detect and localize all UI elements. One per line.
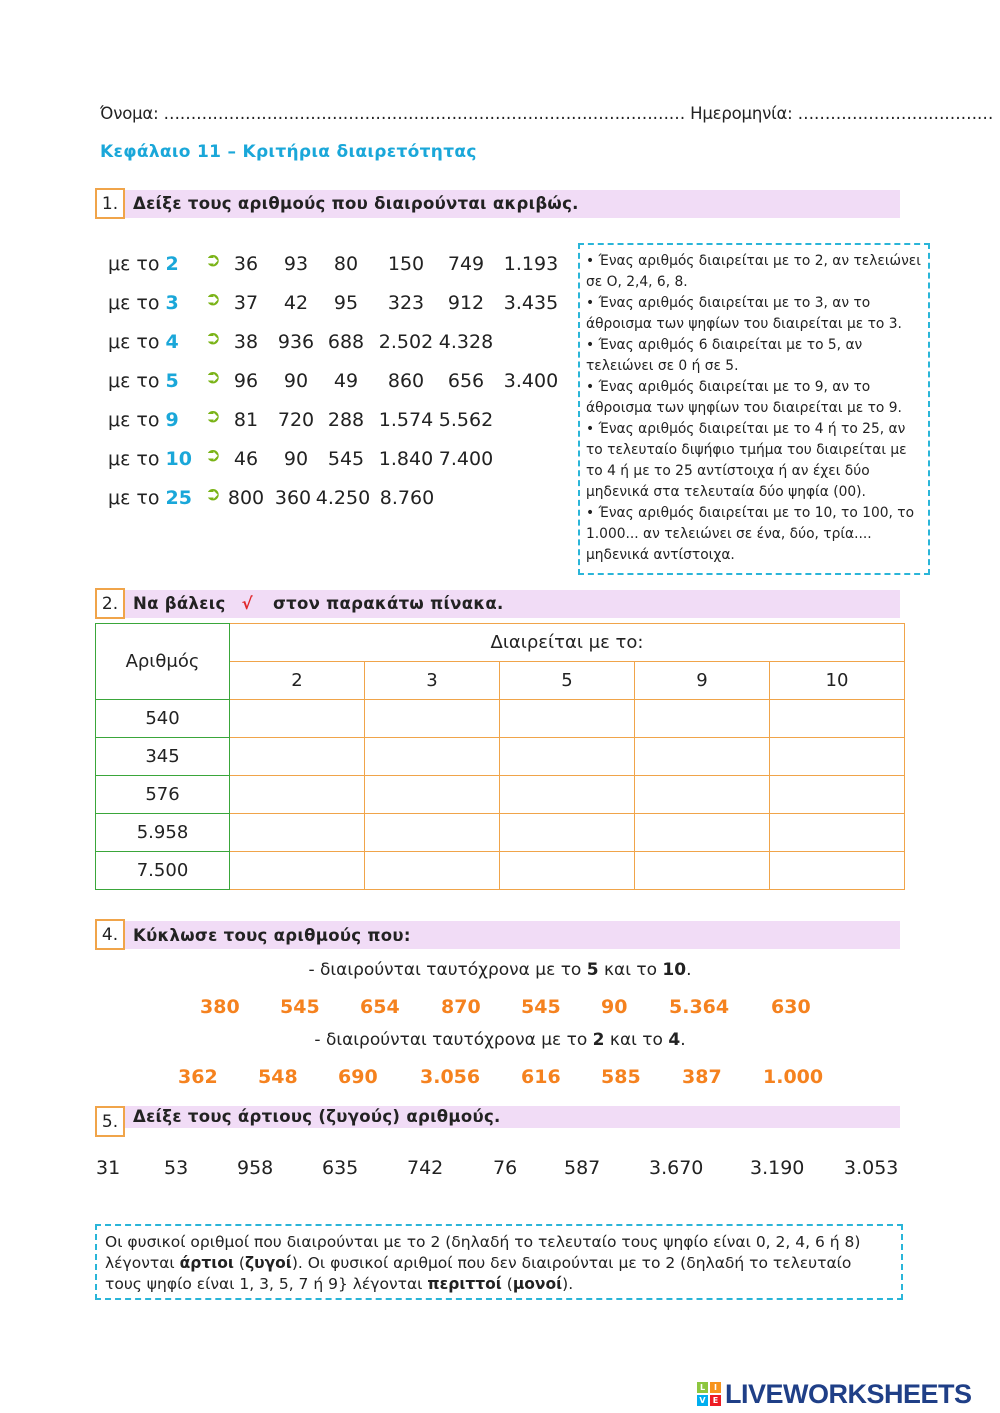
logo-letter-i: I <box>710 1382 721 1393</box>
q4-line2-b: 4 <box>668 1030 681 1050</box>
q4-number-option[interactable]: 630 <box>771 996 811 1018</box>
q5-number: 5. <box>95 1106 125 1137</box>
q1-row-5 <box>108 366 578 400</box>
q4-line2-pre: - διαιρούνται ταυτόχρονα με το <box>314 1030 593 1050</box>
name-label: Όνομα: <box>100 104 159 123</box>
q1-number-option[interactable]: 1.574 <box>378 409 434 431</box>
q5-number-option[interactable]: 587 <box>564 1157 601 1179</box>
q1-row-10 <box>108 444 578 478</box>
q1-number-option[interactable]: 1.193 <box>503 253 559 275</box>
arrow-icon: ➲ <box>205 444 221 466</box>
q5-number-option[interactable]: 31 <box>96 1157 121 1179</box>
q4-condition-1 <box>0 960 1000 980</box>
q2-title <box>133 594 504 613</box>
q1-number-option[interactable]: 150 <box>387 253 425 275</box>
q4-line1-mid: και το <box>598 960 663 980</box>
date-label: Ημερομηνία: <box>690 104 793 123</box>
chapter-title: Κεφάλαιο 11 – Κριτήρια διαιρετότητας <box>100 142 477 162</box>
check-cell[interactable] <box>365 852 500 890</box>
rule-3: • Ένας αριθμός διαιρείται με το 3, αν το άθροισμα των ψηφίων του διαιρείται με το 3. <box>586 295 902 332</box>
note-text-1: Οι φυσικοί οριθμοί που διαιρούνται με το 2 (δηλαδή το τελευταίο τους ψηφίο είναι 0, 2, 4, 6 ή 8) λέγονται <box>105 1233 861 1272</box>
q5-number-option[interactable]: 635 <box>322 1157 359 1179</box>
q1-prefix: με το <box>108 292 160 314</box>
logo-letter-e: E <box>710 1395 721 1406</box>
q4-number-option[interactable]: 548 <box>258 1066 298 1088</box>
q4-number-option[interactable]: 387 <box>682 1066 722 1088</box>
rule-10: • Ένας αριθμός διαιρείται με το 10, το 100, το 1.000... αν τελειώνει σε ένα, δύο, τρία.... μηδενικά αντίστοιχα. <box>586 505 915 563</box>
q4-number: 4. <box>95 919 125 950</box>
q4-number-option[interactable]: 380 <box>200 996 240 1018</box>
table-divisor-header: 5 <box>500 662 635 700</box>
q1-number-option[interactable]: 90 <box>283 448 309 470</box>
q1-title: Δείξε τους αριθμούς που διαιρούνται ακριβώς. <box>133 194 579 213</box>
check-cell[interactable] <box>635 814 770 852</box>
q1-row-label <box>108 370 179 392</box>
note-text-3: ). Οι φυσικοί αριθμοί που δεν διαιρούνται με το 2 (δηλαδή το τελευταίο τους ψηφίο είναι 1, 3, 5, 7 ή 9} λέγονται <box>105 1254 852 1293</box>
q1-prefix: με το <box>108 253 160 275</box>
q1-number-option[interactable]: 93 <box>283 253 309 275</box>
table-row-number: 540 <box>96 700 230 738</box>
q1-row-label <box>108 487 192 509</box>
logo-text: LIVEWORKSHEETS <box>725 1378 972 1409</box>
q1-number-option[interactable]: 2.502 <box>378 331 434 353</box>
rule-2: • Ένας αριθμός διαιρείται με το 2, αν τελειώνει σε Ο, 2,4, 6, 8. <box>586 253 921 290</box>
q1-number-option[interactable]: 3.435 <box>503 292 559 314</box>
q1-number-option[interactable]: 80 <box>333 253 359 275</box>
q1-number-option[interactable]: 37 <box>233 292 259 314</box>
q4-line1-a: 5 <box>586 960 599 980</box>
q1-number-option[interactable]: 749 <box>447 253 485 275</box>
q1-number-option[interactable]: 36 <box>233 253 259 275</box>
table-row-number: 7.500 <box>96 852 230 890</box>
q1-number-option[interactable]: 81 <box>233 409 259 431</box>
q1-divisor: 2 <box>165 253 179 275</box>
q1-divisor: 4 <box>165 331 179 353</box>
divisibility-rules-box <box>578 243 930 575</box>
note-text-4: ( <box>501 1275 513 1293</box>
q4-condition-2 <box>0 1030 1000 1050</box>
check-cell[interactable] <box>770 852 905 890</box>
table-row-number: 576 <box>96 776 230 814</box>
divisibility-table <box>95 623 905 890</box>
table-header-number: Αριθμός <box>96 624 230 700</box>
rule-5: • Ένας αριθμός 6 διαιρείται με το 5, αν τελειώνει σε 0 ή σε 5. <box>586 337 863 374</box>
q1-number-option[interactable]: 360 <box>274 487 312 509</box>
check-cell[interactable] <box>230 776 365 814</box>
table-row <box>96 738 905 776</box>
q1-prefix: με το <box>108 487 160 509</box>
check-cell[interactable] <box>770 738 905 776</box>
q4-number-option[interactable]: 545 <box>521 996 561 1018</box>
check-cell[interactable] <box>365 814 500 852</box>
check-cell[interactable] <box>500 738 635 776</box>
q1-row-4 <box>108 327 578 361</box>
logo-squares-icon <box>697 1382 721 1406</box>
table-divisor-header: 2 <box>230 662 365 700</box>
table-divisor-header: 9 <box>635 662 770 700</box>
q1-divisor: 25 <box>165 487 192 509</box>
q1-number-option[interactable]: 3.400 <box>503 370 559 392</box>
name-field[interactable]: …………………………………………………………………………………… <box>163 104 686 123</box>
q1-row-label <box>108 292 179 314</box>
q5-title: Δείξε τους άρτιους (ζυγούς) αριθμούς. <box>133 1107 501 1126</box>
check-cell[interactable] <box>635 738 770 776</box>
q4-number-option[interactable]: 870 <box>441 996 481 1018</box>
q5-number-option[interactable]: 958 <box>237 1157 274 1179</box>
check-cell[interactable] <box>500 814 635 852</box>
q1-number-option[interactable]: 323 <box>387 292 425 314</box>
q5-number-option[interactable]: 76 <box>493 1157 518 1179</box>
q4-number-option[interactable]: 616 <box>521 1066 561 1088</box>
q1-number-option[interactable]: 936 <box>277 331 315 353</box>
q5-number-option[interactable]: 3.670 <box>649 1157 704 1179</box>
q1-divisor: 9 <box>165 409 179 431</box>
check-cell[interactable] <box>500 776 635 814</box>
q1-number-option[interactable]: 1.840 <box>378 448 434 470</box>
check-cell[interactable] <box>365 776 500 814</box>
date-field[interactable]: ……………………………… <box>797 104 994 123</box>
q1-divisor: 10 <box>165 448 192 470</box>
q1-row-label <box>108 253 179 275</box>
q4-number-option[interactable]: 1.000 <box>763 1066 824 1088</box>
q4-number-option[interactable]: 362 <box>178 1066 218 1088</box>
q1-number-option[interactable]: 96 <box>233 370 259 392</box>
rule-4-25: • Ένας αριθμός διαιρείται με το 4 ή το 25, αν το τελευταίο διψήφιο τμήμα του διαιρείται με το 4 ή με το 25 αντίστοιχα ή αν έχει δύο μηδενικά στα τελευταία δύο ψηφία (00). <box>586 421 907 500</box>
q2-number: 2. <box>95 588 125 619</box>
q4-number-option[interactable]: 585 <box>601 1066 641 1088</box>
check-cell[interactable] <box>365 738 500 776</box>
table-header-divisible: Διαιρείται με το: <box>230 624 905 662</box>
q1-number-option[interactable]: 38 <box>233 331 259 353</box>
note-odd-alt: μονοί <box>512 1275 563 1293</box>
rule-9: • Ένας αριθμός διαιρείται με το 9, αν το άθροισμα των ψηφίων του διαιρείται με το 9. <box>586 379 902 416</box>
q1-row-25 <box>108 483 578 517</box>
q1-number-option[interactable]: 545 <box>327 448 365 470</box>
name-date-line <box>100 104 993 123</box>
q1-number-option[interactable]: 4.328 <box>438 331 494 353</box>
q4-line2-post: . <box>680 1030 686 1050</box>
check-cell[interactable] <box>230 852 365 890</box>
check-cell[interactable] <box>500 852 635 890</box>
q1-row-label <box>108 448 192 470</box>
check-cell[interactable] <box>230 814 365 852</box>
q1-prefix: με το <box>108 409 160 431</box>
q1-number-option[interactable]: 860 <box>387 370 425 392</box>
q4-line1-post: . <box>686 960 692 980</box>
logo-letter-l: L <box>697 1382 708 1393</box>
even-odd-note <box>95 1224 903 1300</box>
q4-number-option[interactable]: 90 <box>601 996 628 1018</box>
q1-number-option[interactable]: 8.760 <box>379 487 435 509</box>
q1-number-option[interactable]: 7.400 <box>438 448 494 470</box>
note-odd: περιττοί <box>427 1275 502 1293</box>
q1-number-option[interactable]: 95 <box>333 292 359 314</box>
check-cell[interactable] <box>365 700 500 738</box>
table-row-number: 5.958 <box>96 814 230 852</box>
note-text-2: ( <box>233 1254 245 1272</box>
check-cell[interactable] <box>230 738 365 776</box>
q1-number-option[interactable]: 912 <box>447 292 485 314</box>
q1-number-option[interactable]: 288 <box>327 409 365 431</box>
q1-divisor: 3 <box>165 292 179 314</box>
logo-letter-v: V <box>697 1395 708 1406</box>
arrow-icon: ➲ <box>205 366 221 388</box>
q1-row-9 <box>108 405 578 439</box>
q4-number-option[interactable]: 545 <box>280 996 320 1018</box>
q4-number-option[interactable]: 690 <box>338 1066 378 1088</box>
table-divisor-header: 10 <box>770 662 905 700</box>
arrow-icon: ➲ <box>205 405 221 427</box>
q1-row-label <box>108 331 179 353</box>
q1-prefix: με το <box>108 370 160 392</box>
check-cell[interactable] <box>230 700 365 738</box>
table-row <box>96 700 905 738</box>
q1-number-option[interactable]: 90 <box>283 370 309 392</box>
q4-line1-pre: - διαιρούνται ταυτόχρονα με το <box>308 960 587 980</box>
q1-number-option[interactable]: 42 <box>283 292 309 314</box>
check-cell[interactable] <box>500 700 635 738</box>
note-text-5: ). <box>562 1275 574 1293</box>
q4-number-option[interactable]: 654 <box>360 996 400 1018</box>
table-row-number: 345 <box>96 738 230 776</box>
q4-number-option[interactable]: 3.056 <box>420 1066 481 1088</box>
check-cell[interactable] <box>635 700 770 738</box>
q4-line2-a: 2 <box>592 1030 605 1050</box>
q1-row-3 <box>108 288 578 322</box>
q1-number: 1. <box>95 188 125 219</box>
check-cell[interactable] <box>770 776 905 814</box>
q5-number-option[interactable]: 3.190 <box>750 1157 805 1179</box>
arrow-icon: ➲ <box>205 288 221 310</box>
q1-number-option[interactable]: 688 <box>327 331 365 353</box>
table-row <box>96 852 905 890</box>
table-divisor-header: 3 <box>365 662 500 700</box>
note-even-alt: ζυγοί <box>244 1254 292 1272</box>
q2-title-after: στον παρακάτω πίνακα. <box>272 594 504 613</box>
check-cell[interactable] <box>770 700 905 738</box>
q1-prefix: με το <box>108 331 160 353</box>
q1-prefix: με το <box>108 448 160 470</box>
arrow-icon: ➲ <box>205 483 221 505</box>
q4-line2-mid: και το <box>604 1030 669 1050</box>
table-row <box>96 776 905 814</box>
q1-row-label <box>108 409 179 431</box>
q1-number-option[interactable]: 4.250 <box>315 487 371 509</box>
q1-number-option[interactable]: 5.562 <box>438 409 494 431</box>
q1-number-option[interactable]: 720 <box>277 409 315 431</box>
q1-number-option[interactable]: 46 <box>233 448 259 470</box>
arrow-icon: ➲ <box>205 249 221 271</box>
check-mark-icon: √ <box>241 594 253 613</box>
q1-number-option[interactable]: 656 <box>447 370 485 392</box>
table-row <box>96 814 905 852</box>
q4-line1-b: 10 <box>662 960 687 980</box>
check-cell[interactable] <box>635 852 770 890</box>
q1-number-option[interactable]: 49 <box>333 370 359 392</box>
q4-number-option[interactable]: 5.364 <box>669 996 730 1018</box>
check-cell[interactable] <box>635 776 770 814</box>
q4-title: Κύκλωσε τους αριθμούς που: <box>133 926 411 945</box>
q5-number-option[interactable]: 3.053 <box>844 1157 899 1179</box>
q5-number-option[interactable]: 742 <box>407 1157 444 1179</box>
q5-number-option[interactable]: 53 <box>164 1157 189 1179</box>
liveworksheets-logo <box>697 1378 972 1410</box>
arrow-icon: ➲ <box>205 327 221 349</box>
q2-title-before: Να βάλεις <box>133 594 226 613</box>
check-cell[interactable] <box>770 814 905 852</box>
note-even: άρτιοι <box>179 1254 234 1272</box>
q1-divisor: 5 <box>165 370 179 392</box>
q1-row-2 <box>108 249 578 283</box>
q1-number-option[interactable]: 800 <box>227 487 265 509</box>
